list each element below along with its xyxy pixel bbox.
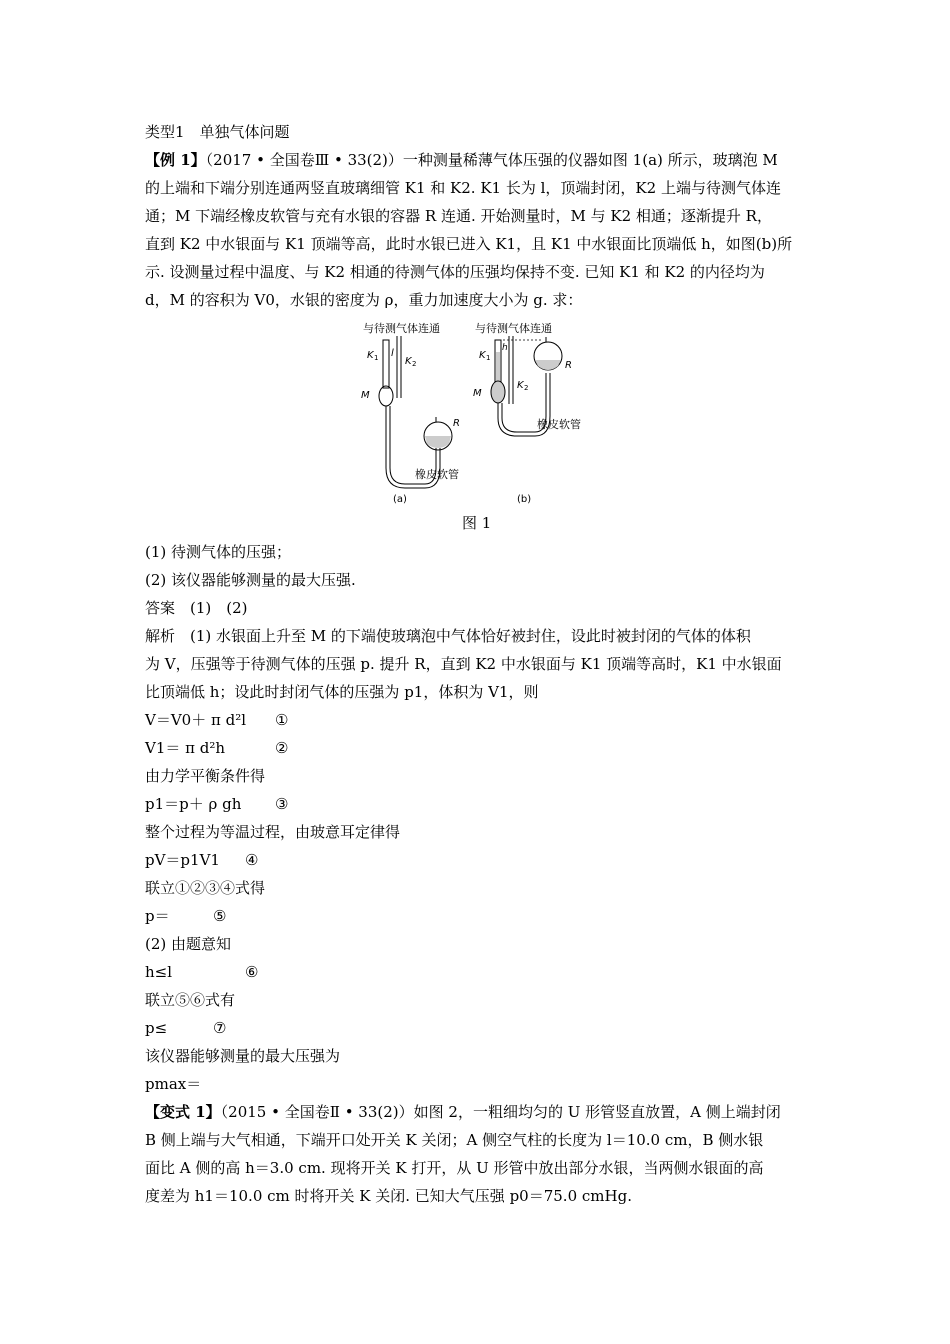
variant-line-3: 面比 A 侧的高 h＝3.0 cm. 现将开关 K 打开，从 U 形管中放出部分水银，当两侧水银面的高 [145,1159,764,1177]
fig-a-m-label: M [361,390,370,401]
equation-14: pmax＝ [145,1075,202,1093]
fig-a-k1-sub: 1 [374,354,379,362]
equation-9: (2) 由题意知 [145,935,232,953]
equation-6-text: pV＝p1V1 [145,851,220,869]
question-1: (1) 待测气体的压强； [145,543,292,561]
equation-12-num: ⑦ [213,1019,227,1037]
fig-a-k1-label: K [367,350,374,361]
analysis-line-1: 解析 (1) 水银面上升至 M 的下端使玻璃泡中气体恰好被封住，设此时被封闭的气体的体积 [145,627,751,645]
fig-b-bulb-m [491,381,505,403]
equation-6-num: ④ [245,851,259,869]
fig-a-k2-sub: 2 [412,360,417,368]
example-line-3: 通；M 下端经橡皮软管与充有水银的容器 R 连通. 开始测量时，M 与 K2 相通；逐渐提升 R， [145,207,772,225]
equation-6 [145,850,259,870]
equation-13: 该仪器能够测量的最大压强为 [145,1047,341,1065]
equation-10-num: ⑥ [245,963,259,981]
example-line-6: d，M 的容积为 V0，水银的密度为 ρ，重力加速度大小为 g. 求： [145,291,583,309]
equation-12-text: p≤ [145,1019,168,1037]
equation-7: 联立①②③④式得 [145,879,266,897]
analysis-line-3: 比顶端低 h；设此时封闭气体的压强为 p1，体积为 V1，则 [145,683,539,701]
fig-a-caption: (a) [393,494,407,505]
variant-line-1 [145,1102,781,1122]
fig-a-k1-tube [383,340,389,388]
fig-a-bulb-m [379,386,393,406]
fig-b-hose-label: 橡皮软管 [537,418,581,431]
fig-a-k2-label: K [405,356,412,367]
equation-4-text: p1＝p＋ ρ gh [145,795,242,813]
equation-12 [145,1018,227,1038]
equation-2-text: V1＝ π d²h [145,739,226,757]
example-tag: 【例 1】 [145,151,206,169]
equation-8-num: ⑤ [213,907,227,925]
equation-11: 联立⑤⑥式有 [145,991,236,1009]
fig-b-k2-sub: 2 [524,384,529,392]
fig-b-k1-sub: 1 [486,354,491,362]
equation-4 [145,794,289,814]
fig-b-k2-label: K [517,380,524,391]
variant-line-2: B 侧上端与大气相通，下端开口处开关 K 关闭；A 侧空气柱的长度为 l＝10.0 cm，B 侧水银 [145,1131,764,1149]
fig-b-caption: (b) [517,494,532,505]
fig-a-top-label: 与待测气体连通 [363,322,440,335]
fig-b-k1-label: K [479,350,486,361]
equation-3: 由力学平衡条件得 [145,767,266,785]
example-line-5: 示. 设测量过程中温度、与 K2 相通的待测气体的压强均保持不变. 已知 K1 和 K2 的内径均为 [145,263,765,281]
equation-1-num: ① [275,711,289,729]
variant-tag: 【变式 1】 [145,1103,221,1121]
answer-line: 答案 (1) (2) [145,599,248,617]
equation-10-text: h≤l [145,963,173,981]
question-2: (2) 该仪器能够测量的最大压强. [145,571,356,589]
figure-1-apparatus [345,318,595,508]
fig-b-h-label: h [502,343,508,353]
fig-a-hose-label: 橡皮软管 [415,468,459,481]
equation-2-num: ② [275,739,289,757]
example-line-1 [145,150,778,170]
fig-b-m-label: M [473,388,482,399]
example-line-4: 直到 K2 中水银面与 K1 顶端等高，此时水银已进入 K1，且 K1 中水银面比顶端低 h，如图(b)所 [145,235,793,253]
example-text-1: （2017 • 全国卷Ⅲ • 33(2)）一种测量稀薄气体压强的仪器如图 1(a) 所示，玻璃泡 M [205,151,778,169]
analysis-line-2: 为 V，压强等于待测气体的压强 p. 提升 R，直到 K2 中水银面与 K1 顶端等高时，K1 中水银面 [145,655,782,673]
type-heading: 类型1 单独气体问题 [145,123,290,141]
equation-2 [145,738,289,758]
fig-b-k1-mercury [496,352,500,384]
equation-8 [145,906,227,926]
variant-line-4: 度差为 h1＝10.0 cm 时将开关 K 关闭. 已知大气压强 p0＝75.0 cmHg. [145,1187,632,1205]
fig-b-top-label: 与待测气体连通 [475,322,552,335]
example-line-2: 的上端和下端分别连通两竖直玻璃细管 K1 和 K2. K1 长为 l，顶端封闭，K2 上端与待测气体连 [145,179,781,197]
equation-10 [145,962,259,982]
fig-b-mercury [535,360,561,370]
equation-4-num: ③ [275,795,289,813]
equation-8-text: p＝ [145,907,170,925]
fig-a-r-label: R [453,418,460,429]
equation-1 [145,710,289,730]
figure-1-caption: 图 1 [462,514,492,532]
fig-b-r-label: R [565,360,572,371]
equation-5: 整个过程为等温过程，由玻意耳定律得 [145,823,401,841]
fig-a-l-label: l [391,348,394,359]
equation-1-text: V＝V0＋ π d²l [145,711,247,729]
variant-text-1: （2015 • 全国卷Ⅱ • 33(2)）如图 2，一粗细均匀的 U 形管竖直放置，A 侧上端封闭 [220,1103,781,1121]
